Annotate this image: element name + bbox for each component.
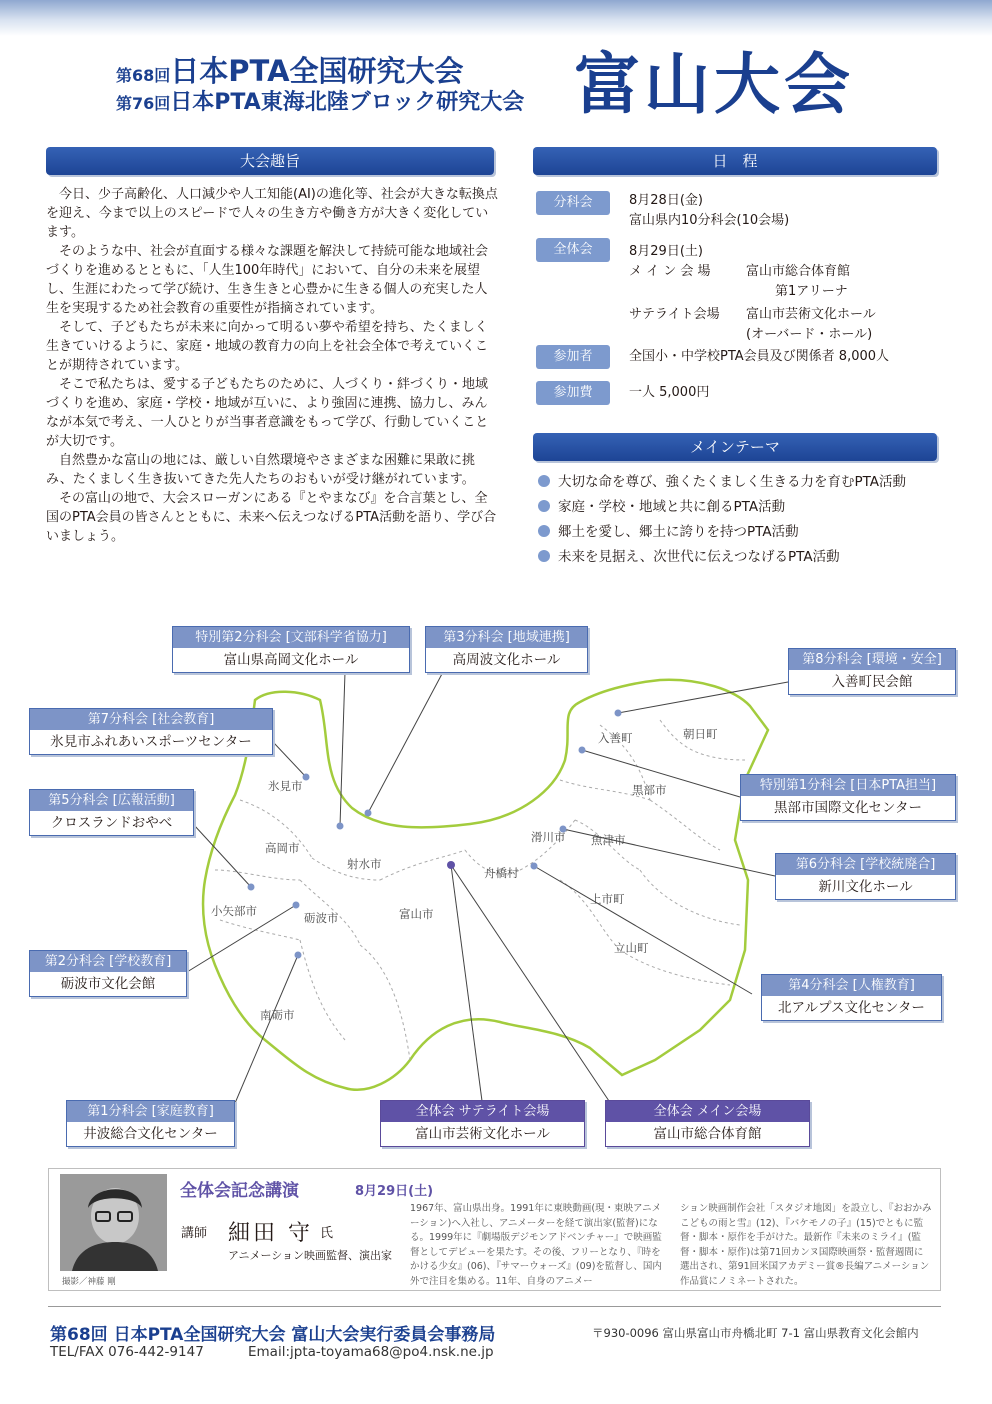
title-line-2-prefix: 第76回 [116, 94, 171, 113]
venue-box-heading: 第3分科会 [地域連携] [426, 627, 587, 648]
theme-item [538, 520, 906, 545]
footer-divider [48, 1306, 941, 1307]
place-name: 滑川市 [531, 830, 566, 844]
title-line-2-main: 日本PTA東海北陸ブロック研究大会 [170, 90, 525, 115]
purpose-body [46, 185, 498, 546]
theme-item-text: 未来を見据え、次世代に伝えつなげるPTA活動 [558, 549, 840, 565]
footer-address: 〒930-0096 富山県富山市舟橋北町 7-1 富山県教育文化会館内 [592, 1326, 919, 1340]
main-venue-name: 富山市総合体育館 [746, 264, 851, 279]
venue-box-tokubetsu2 [172, 626, 410, 673]
theme-item [538, 470, 906, 495]
speaker-label: 講師 [181, 1226, 208, 1241]
venue-box-heading: 第5分科会 [広報活動] [30, 790, 193, 811]
venue-box-venue: 富山市総合体育館 [653, 1126, 762, 1142]
speaker-bio-right: ション映画制作会社「スタジオ地図」を設立し、『おおかみこどもの雨と雪』(12)、『バケモノの子』(15)でともに監督・脚本・原作を手がけた。最新作『未来のミライ』(監督・脚本・原作)は第71回カンヌ国際映画祭・監督週間に選出され、第91回米国アカデミー賞®長編アニメーション作品賞にノミネートされた。 [680, 1203, 932, 1287]
venue-box-venue: 入善町民会館 [831, 674, 913, 690]
venue-box-venue: 砺波市文化会館 [60, 976, 156, 992]
venue-box-venue: 北アルプス文化センター [778, 1000, 925, 1016]
theme-item-text: 郷土を愛し、郷土に誇りを持つPTA活動 [558, 524, 799, 540]
venue-box-dai7 [29, 708, 273, 755]
speaker-suffix: 氏 [320, 1226, 334, 1241]
zentai-date: 8月29日(土) [629, 244, 703, 259]
venue-box-heading: 第2分科会 [学校教育] [30, 951, 186, 972]
purpose-paragraph: そこで私たちは、愛する子どもたちのために、人づくり・絆づくり・地域づくりを進め、家庭・学校・地域が互いに、より強固に連携、協力し、みんなが本気で考え、一人ひとりが当事者意識をもって学び、行動していくことが大切です。 [46, 377, 489, 449]
theme-item-text: 大切な命を尊び、強くたくましく生きる力を育むPTA活動 [558, 474, 907, 490]
lecture-title: 全体会記念講演 [180, 1181, 299, 1201]
place-name: 立山町 [614, 941, 649, 955]
venue-box-heading: 第4分科会 [人権教育] [762, 975, 941, 996]
fee-value: 一人 5,000円 [629, 385, 710, 400]
speaker-portrait-icon [60, 1174, 167, 1271]
purpose-paragraph: そのような中、社会が直面する様々な課題を解決して持続可能な地域社会づくりを進めるとともに、「人生100年時代」において、自分の未来を展望し、生涯にわたって学び続け、生き生きと心豊かに生きる個人の充実した人生を実現するため社会教育の重要性が指摘されています。 [46, 244, 489, 316]
venue-box-dai5 [29, 789, 194, 836]
place-name: 氷見市 [268, 779, 303, 793]
venue-box-venue: 黒部市国際文化センター [774, 800, 922, 816]
venue-box-venue: 富山市芸術文化ホール [415, 1126, 550, 1142]
satellite-alias: (オーバード・ホール) [746, 327, 873, 342]
footer-email[interactable]: Email:jpta-toyama68@po4.nsk.ne.jp [248, 1344, 494, 1360]
bullet-dot-icon [538, 550, 550, 562]
venue-box-heading: 特別第1分科会 [日本PTA担当] [741, 775, 955, 796]
venue-box-venue: 富山県高岡文化ホール [223, 652, 359, 668]
zentai-label: 全体会 [536, 238, 610, 262]
satellite-name: 富山市芸術文化ホール [746, 307, 876, 322]
venue-box-dai2 [29, 950, 187, 997]
speaker-photo [60, 1174, 167, 1271]
title-line-1-prefix: 第68回 [116, 66, 171, 85]
place-name: 上市町 [590, 892, 625, 906]
theme-heading: メインテーマ [533, 433, 937, 461]
venue-box-heading: 全体会 メイン会場 [606, 1101, 809, 1122]
theme-list [538, 470, 906, 570]
lecture-date: 8月29日(土) [355, 1184, 434, 1199]
place-name: 富山市 [399, 907, 434, 921]
fee-label: 参加費 [536, 381, 610, 405]
venue-box-tokubetsu1 [740, 774, 956, 821]
venue-box-heading: 全体会 サテライト会場 [381, 1101, 584, 1122]
speaker-bio-left: 1967年、富山県出身。1991年に東映動画(現・東映アニメーション)へ入社し、アニメーターを経て演出家(監督)になる。1999年に『劇場版デジモンアドベンチャー』で映画監督としてデビューを果たす。その後、フリーとなり、『時をかける少女』(06)、『サマーウォーズ』(09)を監督し、国内外で注目を集める。11年、自身のアニメー [410, 1203, 662, 1287]
bullet-dot-icon [538, 525, 550, 537]
purpose-paragraph: 今日、少子高齢化、人口減少や人工知能(AI)の進化等、社会が大きな転換点を迎え、今まで以上のスピードで人々の生き方や働き方が大きく変化しています。 [46, 187, 498, 240]
purpose-paragraph: その富山の地で、大会スローガンにある『とやまなび』を合言葉とし、全国のPTA会員の皆さんとともに、未来へ伝えつなげるPTA活動を語り、学び合いましょう。 [46, 491, 497, 544]
title-line-1 [116, 54, 464, 88]
purpose-paragraph: そして、子どもたちが未来に向かって明るい夢や希望を持ち、たくましく生きていけるように、家庭・地域の教育力の向上を社会全体で考えていくことが期待されています。 [46, 320, 489, 373]
satellite-label: サテライト会場 [629, 307, 720, 322]
place-name: 黒部市 [632, 783, 667, 797]
main-venue-label: メ イ ン 会 場 [629, 264, 711, 279]
bullet-dot-icon [538, 475, 550, 487]
place-name: 南砺市 [260, 1008, 295, 1022]
venue-box-heading: 第1分科会 [家庭教育] [67, 1101, 234, 1122]
purpose-heading: 大会趣旨 [46, 147, 494, 175]
purpose-paragraph: 自然豊かな富山の地には、厳しい自然環境やさまざまな困難に果敢に挑み、たくましく生き抜いてきた先人たちのおもいが受け継がれています。 [46, 453, 476, 487]
venue-box-venue: 新川文化ホール [818, 879, 913, 895]
bunkakai-detail: 富山県内10分科会(10会場) [629, 213, 790, 228]
venue-box-venue: 氷見市ふれあいスポーツセンター [50, 734, 252, 750]
venue-box-main [605, 1100, 810, 1147]
speaker-name: 細田 守 [228, 1221, 313, 1246]
place-name: 魚津市 [591, 833, 626, 847]
main-title: 富山大会 [574, 46, 854, 123]
place-name: 朝日町 [683, 727, 718, 741]
theme-item-text: 家庭・学校・地域と共に創るPTA活動 [558, 499, 786, 515]
bunkakai-label: 分科会 [536, 191, 610, 215]
speaker-role: アニメーション映画監督、演出家 [228, 1249, 393, 1262]
theme-item [538, 495, 906, 520]
main-venue-dot [447, 861, 455, 869]
venue-box-dai1 [66, 1100, 235, 1147]
participants-label: 参加者 [536, 345, 610, 369]
schedule-heading: 日 程 [533, 147, 937, 175]
venue-box-venue: クロスランドおやべ [50, 815, 173, 831]
bunkakai-date: 8月28日(金) [629, 193, 703, 208]
venue-box-heading: 第6分科会 [学校統廃合] [776, 854, 955, 875]
venue-box-dai4 [761, 974, 942, 1021]
place-name: 入善町 [598, 731, 633, 745]
venue-box-dai8 [788, 648, 956, 695]
title-line-2 [116, 92, 524, 114]
main-venue-arena: 第1アリーナ [775, 284, 848, 299]
venue-box-venue: 高周波文化ホール [452, 652, 561, 668]
venue-box-venue: 井波総合文化センター [83, 1126, 218, 1142]
participants-value: 全国小・中学校PTA会員及び関係者 8,000人 [629, 349, 890, 364]
place-name: 射水市 [347, 857, 382, 871]
bullet-dot-icon [538, 500, 550, 512]
venue-box-dai3 [425, 626, 588, 673]
venue-box-heading: 第8分科会 [環境・安全] [789, 649, 955, 670]
venue-box-heading: 特別第2分科会 [文部科学省協力] [173, 627, 409, 648]
place-name: 小矢部市 [211, 904, 257, 918]
footer-title: 第68回 日本PTA全国研究大会 富山大会実行委員会事務局 [50, 1325, 496, 1345]
footer-tel: TEL/FAX 076-442-9147 [50, 1344, 204, 1360]
photo-credit: 撮影／神藤 剛 [62, 1277, 116, 1287]
top-gradient-band [0, 0, 992, 36]
venue-box-dai6 [775, 853, 956, 900]
venue-box-heading: 第7分科会 [社会教育] [30, 709, 272, 730]
title-line-1-main: 日本PTA全国研究大会 [170, 54, 464, 88]
venue-box-satellite [380, 1100, 585, 1147]
place-name: 高岡市 [265, 841, 300, 855]
place-name: 舟橋村 [484, 866, 519, 880]
place-name: 砺波市 [304, 911, 339, 925]
theme-item [538, 545, 906, 570]
